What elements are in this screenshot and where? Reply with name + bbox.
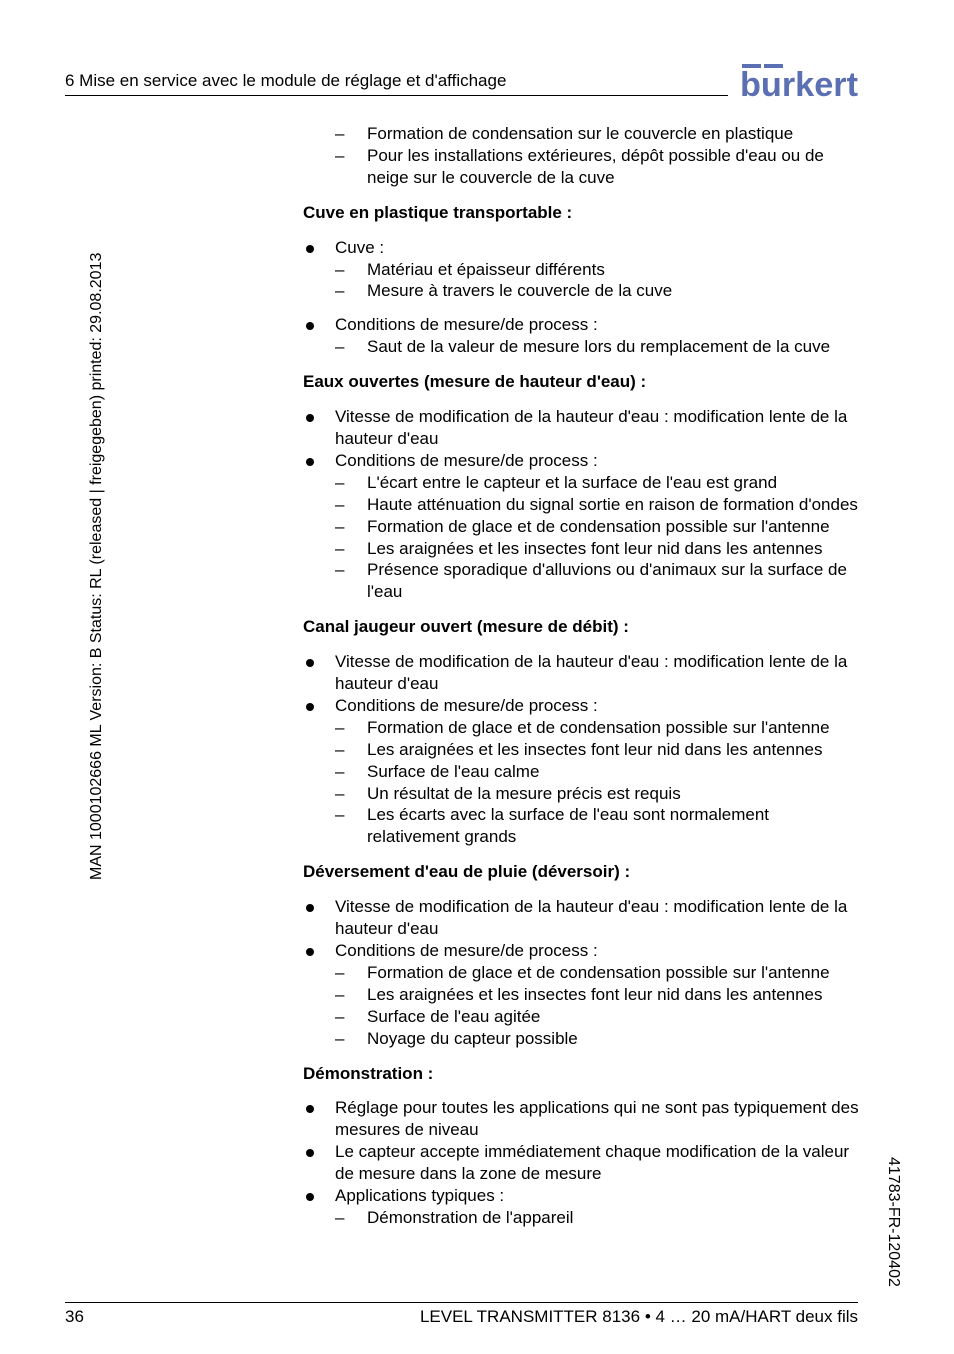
section-header: 6 Mise en service avec le module de réglage et d'affichage	[65, 71, 507, 90]
bullet-marker	[306, 414, 314, 422]
bullet-item: Vitesse de modification de la hauteur d'eau : modification lente de la hauteur d'eau	[303, 896, 859, 940]
bullet-item: Cuve :	[303, 237, 859, 259]
list-item: – Formation de condensation sur le couvercle en plastique	[335, 124, 794, 143]
list-item: – Matériau et épaisseur différents	[335, 259, 605, 279]
list-item: – Saut de la valeur de mesure lors du remplacement de la cuve	[335, 337, 831, 357]
main-content	[303, 123, 859, 1229]
bullet-marker	[306, 1105, 314, 1113]
dash-marker: –	[335, 717, 345, 737]
dash-marker: –	[335, 962, 345, 982]
list-item: – Pour les installations extérieures, dépôt possible d'eau ou de neige sur le couvercle de la cuve	[335, 145, 824, 187]
dash-marker: –	[335, 281, 345, 301]
dash-marker: –	[335, 538, 345, 558]
section-heading: Eaux ouvertes (mesure de hauteur d'eau) :	[303, 372, 647, 392]
list-item: – Formation de glace et de condensation possible sur l'antenne	[335, 717, 830, 737]
bullet-item: Conditions de mesure/de process :	[303, 450, 859, 472]
bullet-marker	[306, 1193, 314, 1201]
bullet-item: Réglage pour toutes les applications qui ne sont pas typiquement des mesures de niveau	[303, 1097, 859, 1141]
footer-title: LEVEL TRANSMITTER 8136 • 4 … 20 mA/HART deux fils	[419, 1307, 858, 1326]
dash-marker: –	[335, 516, 345, 536]
list-item: – Formation de glace et de condensation possible sur l'antenne	[335, 962, 830, 982]
list-item: – Mesure à travers le couvercle de la cuve	[335, 281, 673, 301]
bullet-marker	[306, 458, 314, 466]
dash-marker: –	[335, 984, 345, 1004]
dash-marker: –	[335, 805, 345, 825]
page-number: 36	[65, 1307, 84, 1326]
bullet-item: Conditions de mesure/de process :	[303, 314, 859, 336]
dash-marker: –	[335, 761, 345, 781]
dash-marker: –	[335, 124, 345, 143]
section-heading: Déversement d'eau de pluie (déversoir) :	[303, 862, 631, 882]
dash-marker: –	[335, 1207, 345, 1227]
section-heading: Démonstration :	[303, 1063, 434, 1083]
list-item: – Les araignées et les insectes font leur nid dans les antennes	[335, 984, 823, 1004]
bullet-item: Le capteur accepte immédiatement chaque modification de la valeur de mesure dans la zone de mesure	[303, 1141, 859, 1185]
bullet-marker	[306, 904, 314, 912]
bullet-marker	[306, 1149, 314, 1157]
dash-marker: –	[335, 1006, 345, 1026]
section-heading: Canal jaugeur ouvert (mesure de débit) :	[303, 617, 629, 637]
dash-marker: –	[335, 560, 345, 580]
logo-text: burkert	[740, 66, 858, 102]
footer-rule	[65, 1302, 858, 1303]
list-item: – Les araignées et les insectes font leur nid dans les antennes	[335, 739, 823, 759]
bullet-marker	[306, 322, 314, 330]
list-item: – Les araignées et les insectes font leur nid dans les antennes	[335, 538, 823, 558]
document-metadata: MAN 1000102666 ML Version: B Status: RL (released | freigegeben) printed: 29.08.2013	[88, 252, 105, 880]
bullet-item: Applications typiques :	[303, 1185, 859, 1207]
list-item: – Haute atténuation du signal sortie en raison de formation d'ondes	[335, 494, 858, 514]
section-heading: Cuve en plastique transportable :	[303, 202, 573, 222]
dash-marker: –	[335, 337, 345, 357]
bullet-marker	[306, 659, 314, 667]
dash-marker: –	[335, 259, 345, 279]
list-item: – Noyage du capteur possible	[335, 1028, 578, 1048]
document-code: 41783-FR-120402	[885, 1157, 902, 1287]
burkert-logo	[740, 62, 858, 102]
dash-marker: –	[335, 494, 345, 514]
bullet-marker	[306, 703, 314, 711]
dash-marker: –	[335, 739, 345, 759]
list-item: – Démonstration de l'appareil	[335, 1207, 574, 1227]
header-rule	[65, 95, 728, 96]
bullet-item: Conditions de mesure/de process :	[303, 940, 859, 962]
list-item: – L'écart entre le capteur et la surface de l'eau est grand	[335, 472, 778, 492]
bullet-item: Vitesse de modification de la hauteur d'eau : modification lente de la hauteur d'eau	[303, 651, 859, 695]
dash-marker: –	[335, 1028, 345, 1048]
list-item: – Formation de glace et de condensation possible sur l'antenne	[335, 516, 830, 536]
dash-marker: –	[335, 783, 345, 803]
bullet-item: Conditions de mesure/de process :	[303, 695, 859, 717]
dash-marker: –	[335, 472, 345, 492]
bullet-marker	[306, 245, 314, 253]
list-item: – Surface de l'eau agitée	[335, 1006, 541, 1026]
dash-marker: –	[335, 145, 345, 165]
bullet-item: Vitesse de modification de la hauteur d'eau : modification lente de la hauteur d'eau	[303, 406, 859, 450]
bullet-marker	[306, 948, 314, 956]
list-item: – Un résultat de la mesure précis est requis	[335, 783, 681, 803]
list-item: – Présence sporadique d'alluvions ou d'animaux sur la surface de l'eau	[335, 560, 847, 602]
list-item: – Les écarts avec la surface de l'eau sont normalement relativement grands	[335, 805, 770, 847]
list-item: – Surface de l'eau calme	[335, 761, 540, 781]
